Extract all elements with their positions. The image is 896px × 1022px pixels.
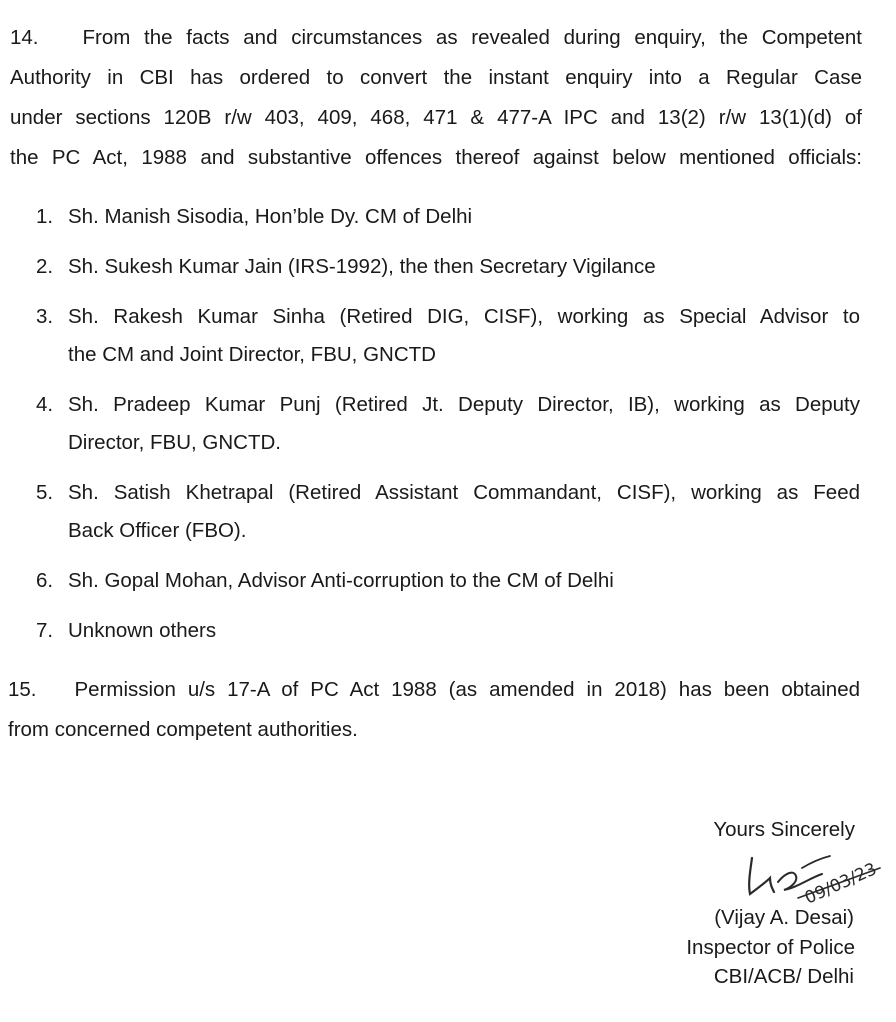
- list-item: [36, 198, 860, 236]
- list-item-number: 2.: [36, 255, 54, 278]
- list-item-number: 4.: [36, 393, 54, 416]
- paragraph-15-line-1: 15. Permission u/s 17-A of PC Act 1988 (as amended in 2018) has been obtained: [8, 670, 860, 710]
- list-item-text: Sh. Manish Sisodia, Hon’ble Dy. CM of Delhi: [68, 205, 473, 228]
- officials-list: [36, 198, 860, 662]
- list-item-number: 6.: [36, 569, 54, 592]
- signatory-designation: Inspector of Police: [686, 936, 855, 959]
- list-item-text: Sh. Satish Khetrapal (Retired Assistant Commandant, CISF), working as Feed: [68, 481, 860, 504]
- signatory-office: CBI/ACB/ Delhi: [713, 965, 854, 988]
- list-item-text-continued: Back Officer (FBO).: [68, 519, 247, 542]
- paragraph-number: 15.: [8, 678, 37, 701]
- list-item-text: Sh. Rakesh Kumar Sinha (Retired DIG, CISF), working as Special Advisor to: [68, 305, 860, 328]
- list-item-text: Unknown others: [68, 619, 217, 642]
- list-item-text-continued: the CM and Joint Director, FBU, GNCTD: [68, 343, 436, 366]
- list-item: [36, 298, 860, 374]
- salutation: Yours Sincerely: [713, 818, 855, 841]
- list-item-number: 3.: [36, 305, 54, 328]
- paragraph-number: 14.: [10, 26, 39, 49]
- list-item-number: 5.: [36, 481, 54, 504]
- list-item-number: 1.: [36, 205, 54, 228]
- list-item-text-continued: Director, FBU, GNCTD.: [68, 431, 281, 454]
- signatory-name: (Vijay A. Desai): [714, 906, 854, 929]
- paragraph-15: [8, 670, 860, 750]
- paragraph-14-line-4: the PC Act, 1988 and substantive offences thereof against below mentioned officials:: [10, 146, 862, 169]
- paragraph-14-line-2: Authority in CBI has ordered to convert the instant enquiry into a Regular Case: [10, 66, 862, 89]
- list-item: [36, 474, 860, 550]
- paragraph-15-line-2: from concerned competent authorities.: [8, 718, 358, 741]
- paragraph-14: [10, 18, 862, 178]
- list-item-number: 7.: [36, 619, 54, 642]
- list-item-text: Sh. Pradeep Kumar Punj (Retired Jt. Deputy Director, IB), working as Deputy: [68, 393, 860, 416]
- paragraph-14-line-3: under sections 120B r/w 403, 409, 468, 471 & 477-A IPC and 13(2) r/w 13(1)(d) of: [10, 106, 862, 129]
- list-item: [36, 248, 860, 286]
- paragraph-14-line-1: 14. From the facts and circumstances as revealed during enquiry, the Competent: [10, 18, 862, 58]
- signature-date: 09/03/23: [801, 859, 880, 909]
- list-item: [36, 386, 860, 462]
- list-item: [36, 612, 860, 650]
- list-item-text: Sh. Sukesh Kumar Jain (IRS-1992), the then Secretary Vigilance: [68, 255, 656, 278]
- list-item: [36, 562, 860, 600]
- list-item-text: Sh. Gopal Mohan, Advisor Anti-corruption to the CM of Delhi: [68, 569, 614, 592]
